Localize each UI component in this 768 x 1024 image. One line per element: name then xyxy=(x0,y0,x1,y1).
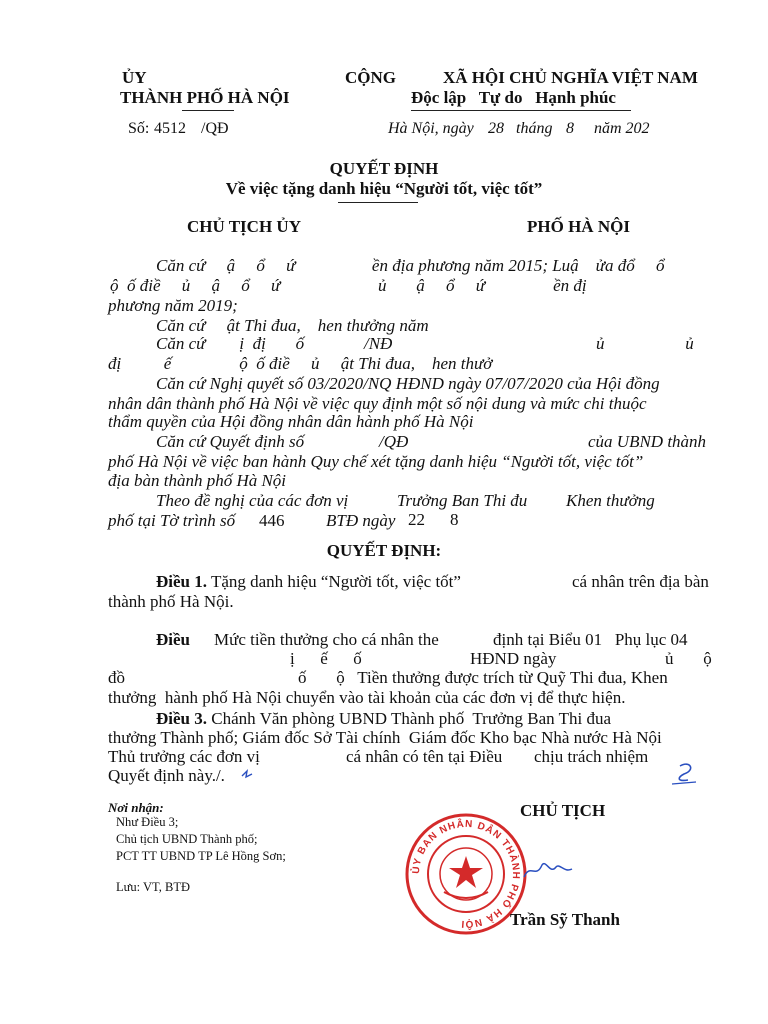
authority-left: CHỦ TỊCH ỦY xyxy=(187,217,301,236)
header-nation-line1: XÃ HỘI CHỦ NGHĨA VIỆT NAM xyxy=(443,68,698,87)
recipient-item: PCT TT UBND TP Lê Hồng Sơn; xyxy=(116,849,286,863)
decision-number-label: Số: xyxy=(128,120,150,137)
recipient-item: Chủ tịch UBND Thành phố; xyxy=(116,832,258,846)
recipients-heading: Nơi nhận: xyxy=(108,800,164,815)
initial-mark-icon xyxy=(670,760,704,788)
preamble-day: 22 xyxy=(408,510,425,529)
preamble-line: Khen thưởng xyxy=(566,491,655,510)
preamble-line: ủ ủ xyxy=(596,334,694,353)
article-2-line3b: ố ộ Tiền thưởng được trích từ Quỹ Thi đua, Khen xyxy=(298,668,668,687)
article-3-line3c: chịu trách nhiệm xyxy=(534,747,649,766)
preamble-line: phương năm 2019; xyxy=(108,296,238,315)
date-month: 8 xyxy=(566,120,574,137)
article-2-line2c: ủ ộ xyxy=(665,649,712,668)
article-1 xyxy=(156,572,461,592)
article-1-label: Điều 1. xyxy=(156,572,207,591)
header-agency-line2: THÀNH PHỐ HÀ NỘI xyxy=(120,88,290,107)
recipient-item: Như Điều 3; xyxy=(116,815,179,829)
article-2-text: Mức tiền thưởng cho cá nhân the xyxy=(214,630,439,649)
article-3-label: Điều 3. xyxy=(156,709,207,728)
article-1-text: Tặng danh hiệu “Người tốt, việc tốt” xyxy=(207,572,461,591)
authority-right: PHỐ HÀ NỘI xyxy=(527,217,630,236)
preamble-line: /NĐ xyxy=(364,334,393,353)
preamble-line: Căn cứ ậ ổ ứ ền địa phương năm 2015; Luậ ửa đổ ổ xyxy=(156,256,665,275)
preamble-line: Trưởng Ban Thi đu xyxy=(397,491,528,510)
article-2-tail: định tại Biểu 01 Phụ lục 04 xyxy=(493,630,688,649)
preamble-line: ộ ố điề ủ ậ ổ ứ ủ ậ ổ ứ ền đị xyxy=(110,276,587,295)
header-nation-word1: CỘNG xyxy=(345,68,396,87)
signer-name: Trần Sỹ Thanh xyxy=(510,910,620,929)
preamble-month: 8 xyxy=(450,510,459,529)
decision-number-suffix: /QĐ xyxy=(201,120,229,137)
article-1-tail: cá nhân trên địa bàn xyxy=(572,572,709,591)
date-year: năm 202 xyxy=(594,120,650,137)
decision-heading: QUYẾT ĐỊNH: xyxy=(326,541,442,560)
date-prefix: Hà Nội, ngày xyxy=(388,120,474,137)
article-2-line3a: đồ xyxy=(108,668,125,687)
decision-number-value: 4512 xyxy=(154,120,186,137)
signature-title: CHỦ TỊCH xyxy=(520,801,606,820)
preamble-line: đị ế ộ ố điề ủ ật Thi đua, hen thưở xyxy=(108,354,493,373)
preamble-line: Căn cứ Quyết định số xyxy=(156,432,305,451)
signature-scribble-icon xyxy=(520,855,610,885)
preamble-line: địa bàn thành phố Hà Nội xyxy=(108,471,287,490)
decision-title: QUYẾT ĐỊNH xyxy=(329,159,439,178)
preamble-line: thẩm quyền của Hội đồng nhân dân hành phố Hà Nội xyxy=(108,412,474,431)
preamble-line: Căn cứ Nghị quyết số 03/2020/NQ HĐND ngày 07/07/2020 của Hội đồng xyxy=(156,374,660,393)
preamble-number: 446 xyxy=(259,511,285,530)
preamble-line: phố tại Tờ trình số xyxy=(108,511,236,530)
header-left-underline xyxy=(182,110,234,111)
article-2-line4: thưởng hành phố Hà Nội chuyển vào tài khoản của các đơn vị để thực hiện. xyxy=(108,688,626,707)
article-2-label: Điều xyxy=(156,630,190,649)
subtitle-underline xyxy=(338,202,418,203)
preamble-line: BTĐ ngày xyxy=(326,511,396,530)
seal-ring-text: ỦY BAN NHÂN DÂN THÀNH PHỐ HÀ NỘI xyxy=(410,818,522,930)
article-2-line2b: HĐND ngày xyxy=(470,649,557,668)
article-3-line3a: Thủ trưởng các đơn vị xyxy=(108,747,260,766)
article-3-line4: Quyết định này./. xyxy=(108,766,225,785)
preamble-line: nhân dân thành phố Hà Nội về việc quy định một số nội dung và mức chi thuộc xyxy=(108,394,647,413)
ink-mark-icon xyxy=(240,768,254,780)
article-3-line3b: cá nhân có tên tại Điều xyxy=(346,747,503,766)
header-motto: Độc lập Tự do Hạnh phúc xyxy=(411,88,616,107)
date-month-label: tháng xyxy=(516,120,553,137)
article-3-text: Chánh Văn phòng UBND Thành phố Trưởng Ban Thi đua xyxy=(207,709,612,728)
article-3 xyxy=(156,709,611,729)
article-1-line2: thành phố Hà Nội. xyxy=(108,592,234,611)
recipient-archive: Lưu: VT, BTĐ xyxy=(116,880,191,894)
decision-subtitle: Về việc tặng danh hiệu “Người tốt, việc tốt” xyxy=(225,179,543,198)
article-3-line2: thưởng Thành phố; Giám đốc Sở Tài chính Giám đốc Kho bạc Nhà nước Hà Nội xyxy=(108,728,662,747)
preamble-line: phố Hà Nội về việc ban hành Quy chế xét tặng danh hiệu “Người tốt, việc tốt” xyxy=(108,452,644,471)
date-day: 28 xyxy=(488,120,504,137)
preamble-line: Căn cứ ật Thi đua, hen thưởng năm xyxy=(156,316,429,335)
article-2-line2a: ị ế ố xyxy=(290,649,362,668)
preamble-line: của UBND thành xyxy=(588,432,707,451)
preamble-line: /QĐ xyxy=(379,432,409,451)
header-agency-line1: ỦY xyxy=(122,68,147,87)
preamble-line: Căn cứ ị đị ố xyxy=(156,334,305,353)
header-right-underline xyxy=(411,110,631,111)
preamble-line: Theo đề nghị của các đơn vị xyxy=(156,491,349,510)
